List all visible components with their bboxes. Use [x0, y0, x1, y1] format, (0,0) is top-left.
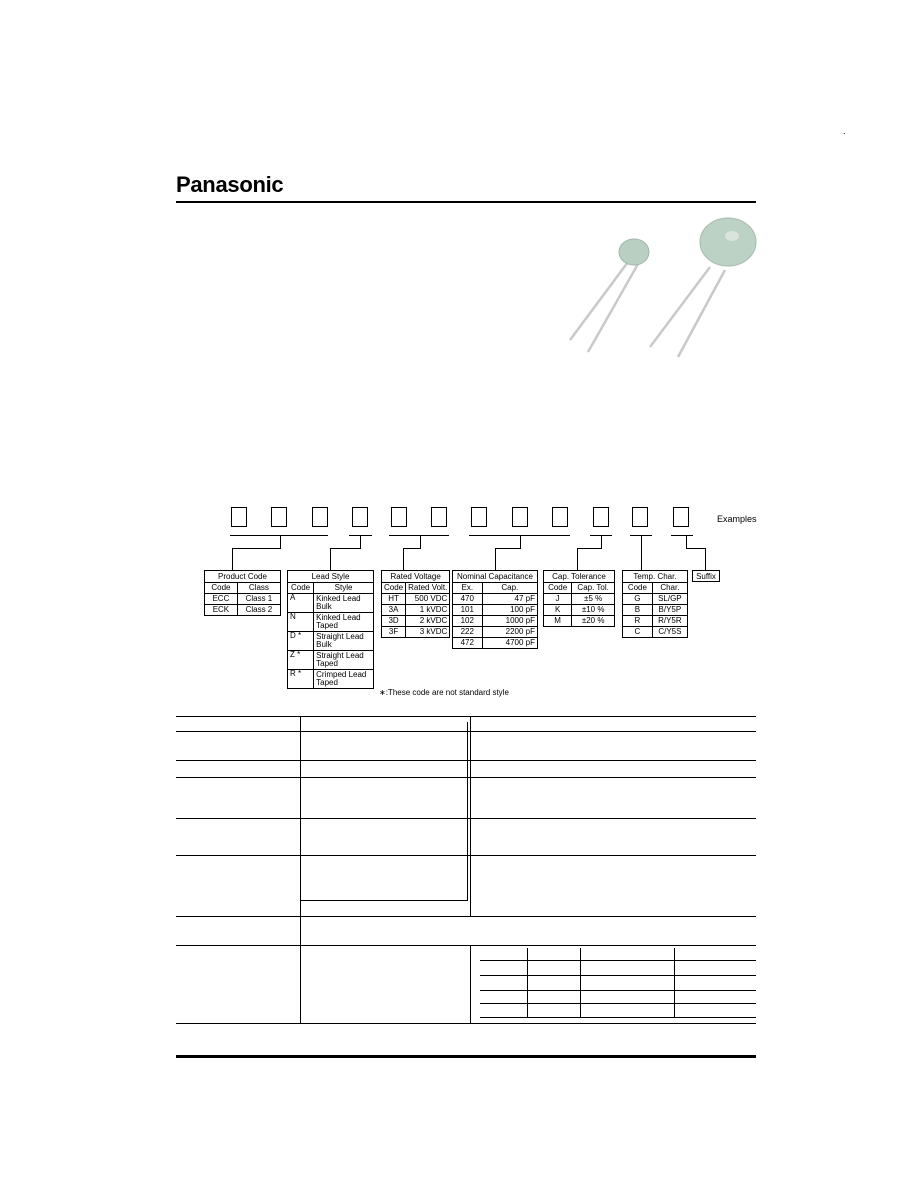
value-cell: 4700 pF: [482, 638, 537, 649]
column-header: Rated Volt.: [406, 583, 450, 594]
table-title: Cap. Tolerance: [544, 571, 615, 583]
value-cell: 100 pF: [482, 605, 537, 616]
column-header: Ex.: [453, 583, 483, 594]
corner-mark: .: [843, 126, 846, 136]
code-cell: ECC: [205, 594, 238, 605]
style-line: Kinked Lead: [316, 594, 361, 603]
table-title: Temp. Char.: [623, 571, 688, 583]
code-cell: 101: [453, 605, 483, 616]
value-cell: SL/GP: [652, 594, 687, 605]
code-cell: R *: [288, 670, 314, 689]
column-header: Code: [288, 583, 314, 594]
code-cell: 3F: [382, 627, 406, 638]
column-header: Code: [623, 583, 653, 594]
value-cell: B/Y5P: [652, 605, 687, 616]
column-header: Code: [382, 583, 406, 594]
code-cell: K: [544, 605, 572, 616]
code-cell: J: [544, 594, 572, 605]
code-cell: M: [544, 616, 572, 627]
value-cell: 500 VDC: [406, 594, 450, 605]
value-cell: Class 2: [237, 605, 280, 616]
code-cell: 3D: [382, 616, 406, 627]
column-header: Code: [544, 583, 572, 594]
column-header: Style: [314, 583, 374, 594]
value-cell: 1000 pF: [482, 616, 537, 627]
code-cell: Z *: [288, 651, 314, 670]
style-line: Crimped Lead: [316, 670, 367, 679]
style-line: Straight Lead: [316, 651, 364, 660]
style-line: Bulk: [316, 640, 332, 649]
code-cell: HT: [382, 594, 406, 605]
table-title: Lead Style: [288, 571, 374, 583]
code-cell: G: [623, 594, 653, 605]
value-cell: 47 pF: [482, 594, 537, 605]
code-cell: 472: [453, 638, 483, 649]
value-cell: ±20 %: [572, 616, 615, 627]
style-line: Straight Lead: [316, 632, 364, 641]
table-title: Product Code: [205, 571, 281, 583]
value-cell: 3 kVDC: [406, 627, 450, 638]
code-cell: R: [623, 616, 653, 627]
table-title: Nominal Capacitance: [453, 571, 538, 583]
style-line: Taped: [316, 621, 338, 630]
code-cell: B: [623, 605, 653, 616]
value-cell: ±5 %: [572, 594, 615, 605]
code-cell: N: [288, 613, 314, 632]
suffix-box: Suffix: [692, 570, 720, 582]
code-cell: 3A: [382, 605, 406, 616]
code-cell: A: [288, 594, 314, 613]
column-header: Code: [205, 583, 238, 594]
value-cell: C/Y5S: [652, 627, 687, 638]
brand-logo: Panasonic: [176, 172, 284, 197]
table-title: Rated Voltage: [382, 571, 450, 583]
column-header: Cap.: [482, 583, 537, 594]
value-cell: R/Y5R: [652, 616, 687, 627]
footer-rule: [176, 1055, 756, 1058]
code-cell: 470: [453, 594, 483, 605]
value-cell: 1 kVDC: [406, 605, 450, 616]
code-cell: D *: [288, 632, 314, 651]
value-cell: 2200 pF: [482, 627, 537, 638]
column-header: Char.: [652, 583, 687, 594]
style-line: Taped: [316, 678, 338, 687]
value-cell: Class 1: [237, 594, 280, 605]
code-cell: 222: [453, 627, 483, 638]
examples-label: Examples: [717, 514, 757, 524]
code-cell: C: [623, 627, 653, 638]
non-standard-note: ∗:These code are not standard style: [379, 688, 509, 697]
style-line: Taped: [316, 659, 338, 668]
style-line: Kinked Lead: [316, 613, 361, 622]
column-header: Class: [237, 583, 280, 594]
style-line: Bulk: [316, 602, 332, 611]
code-cell: 102: [453, 616, 483, 627]
value-cell: ±10 %: [572, 605, 615, 616]
value-cell: 2 kVDC: [406, 616, 450, 627]
code-cell: ECK: [205, 605, 238, 616]
column-header: Cap. Tol.: [572, 583, 615, 594]
